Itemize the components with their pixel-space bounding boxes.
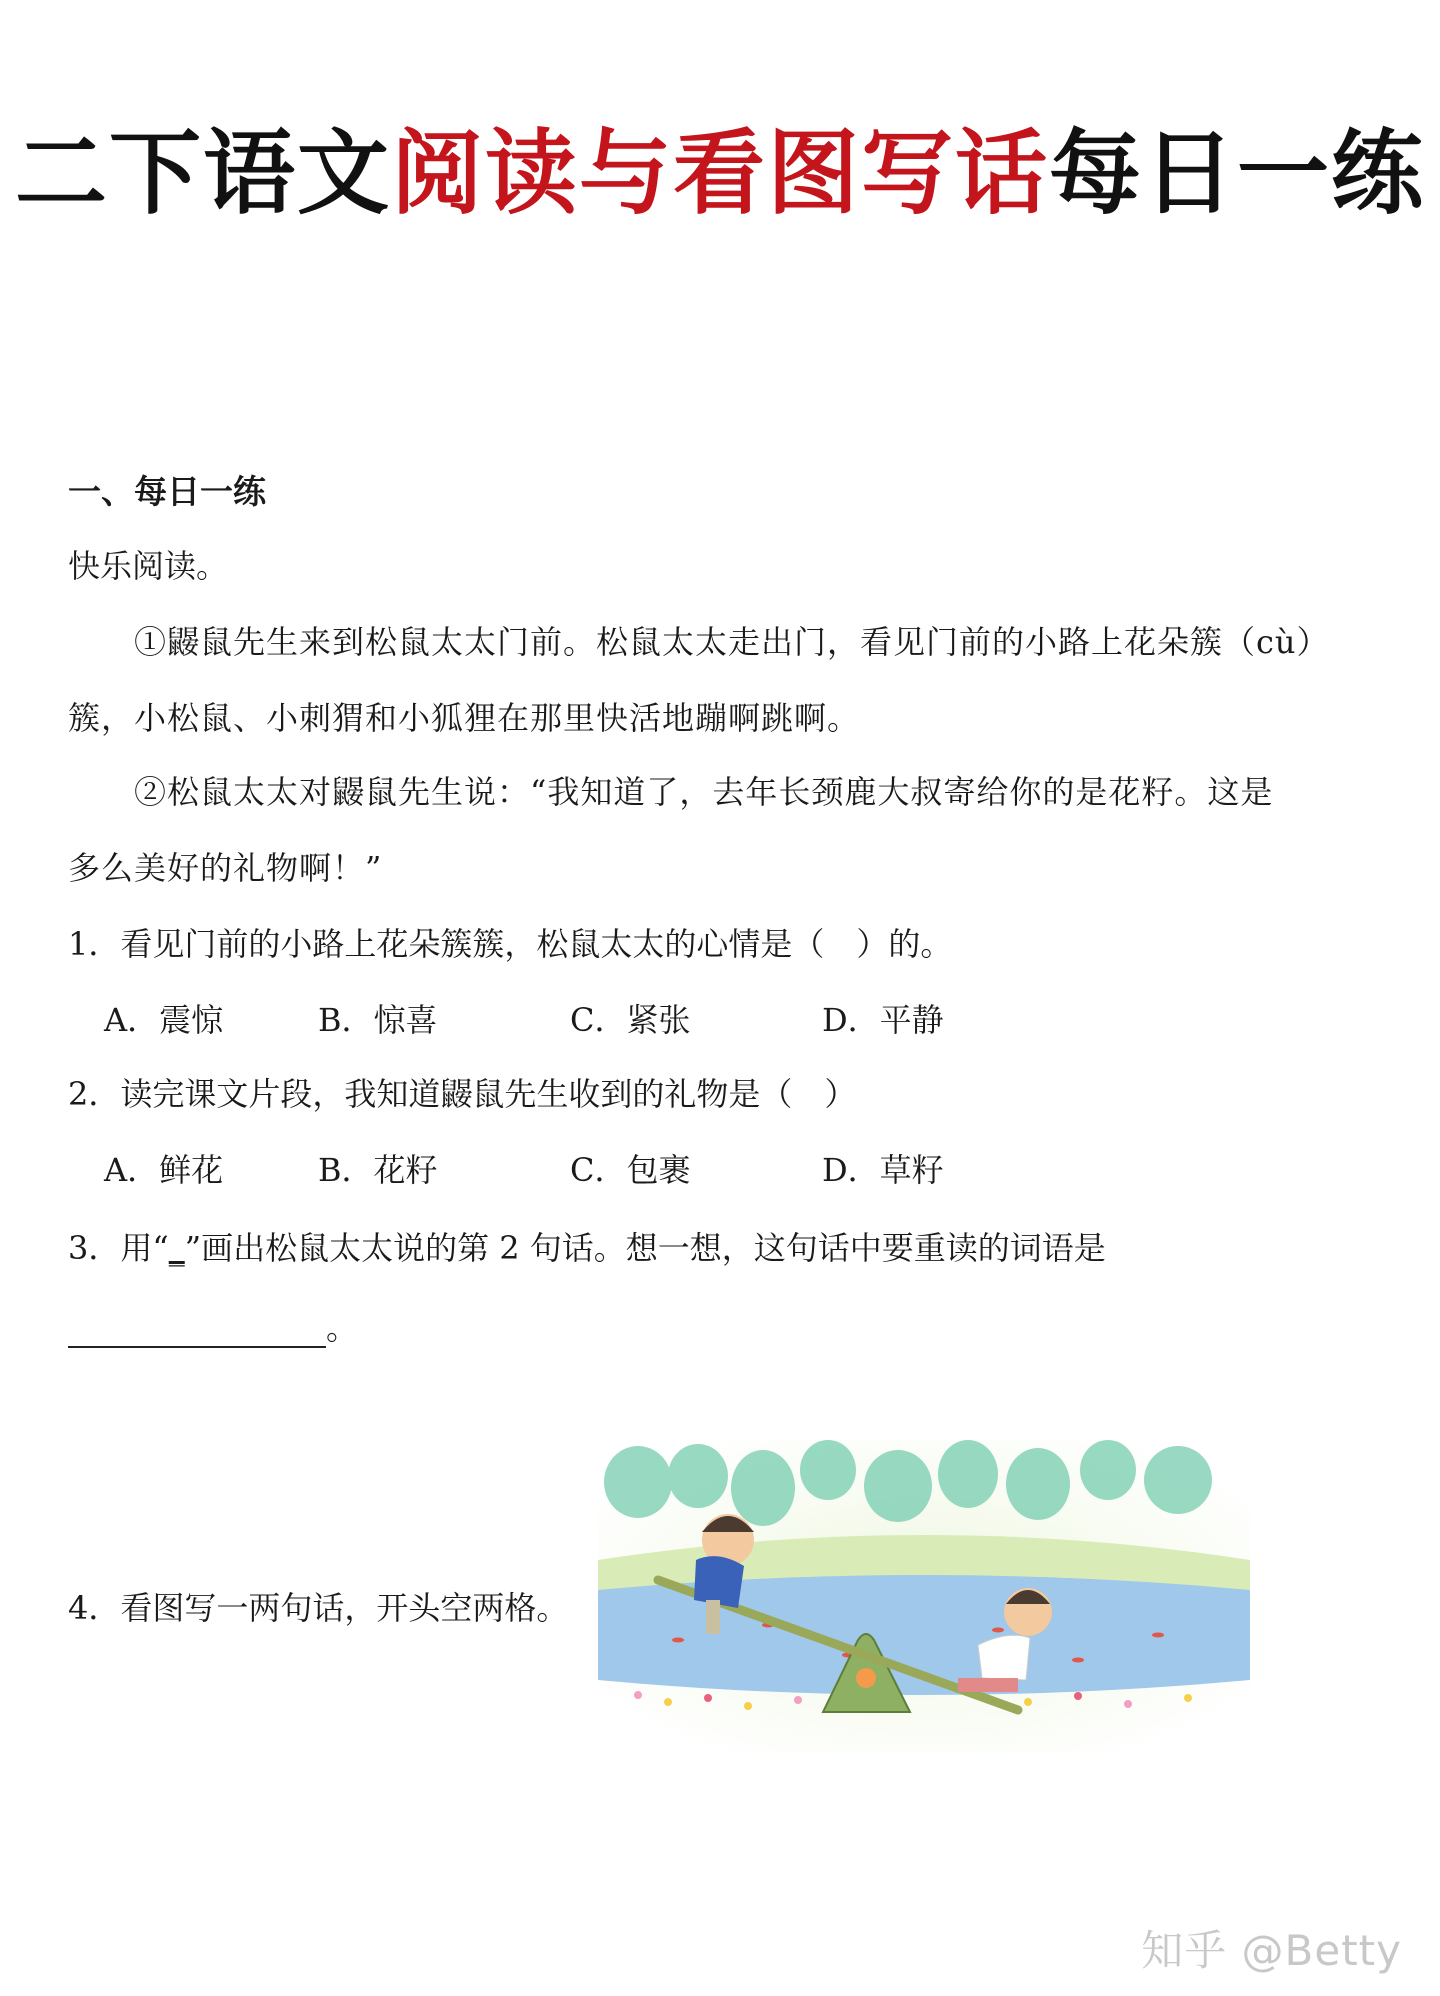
q1-option-d[interactable]: D．平静 [822,1001,944,1039]
q3-answer-blank[interactable] [68,1308,358,1348]
q3-blank-end: 。 [326,1309,359,1347]
zhihu-watermark: 知乎 @Betty [1141,1926,1402,1975]
q3-prefix: 3．用“ [68,1229,169,1267]
title-part-2: 阅读与看图写话 [390,119,1049,227]
q2-option-a[interactable]: A．鲜花 [104,1151,224,1189]
passage-paragraph-1-line-2: 簇，小松鼠、小刺猬和小狐狸在那里快活地蹦啊跳啊。 [68,699,861,737]
q2-option-d[interactable]: D．草籽 [822,1151,944,1189]
q3-underline-mark: _ [168,1229,185,1267]
section-title: 一、每日一练 [68,472,266,511]
passage-paragraph-1-line-1: ①鼹鼠先生来到松鼠太太门前。松鼠太太走出门，看见门前的小路上花朵簇（cù） [134,623,1330,661]
passage-paragraph-2-line-1: ②松鼠太太对鼹鼠先生说：“我知道了，去年长颈鹿大叔寄给你的是花籽。这是 [134,773,1274,811]
question-1: 1．看见门前的小路上花朵簇簇，松鼠太太的心情是（ ）的。 [68,925,953,963]
seesaw-illustration [598,1440,1250,1752]
title-part-3: 每日一练 [1049,119,1426,227]
q2-option-b[interactable]: B．花籽 [318,1151,438,1189]
q3-suffix: ”画出松鼠太太说的第 2 句话。想一想，这句话中要重读的词语是 [184,1229,1106,1267]
reading-intro: 快乐阅读。 [68,547,229,585]
q1-option-c[interactable]: C．紧张 [570,1001,691,1039]
page-title [0,118,1440,228]
q2-option-c[interactable]: C．包裹 [570,1151,691,1189]
question-2: 2．读完课文片段，我知道鼹鼠先生收到的礼物是（ ） [68,1075,857,1113]
passage-paragraph-2-line-2: 多么美好的礼物啊！” [68,849,383,887]
q1-option-b[interactable]: B．惊喜 [318,1001,438,1039]
question-3 [68,1228,1106,1268]
q1-option-a[interactable]: A．震惊 [104,1001,224,1039]
title-part-1: 二下语文 [14,119,391,227]
question-4: 4．看图写一两句话，开头空两格。 [68,1589,569,1627]
answer-line[interactable] [68,1316,326,1348]
